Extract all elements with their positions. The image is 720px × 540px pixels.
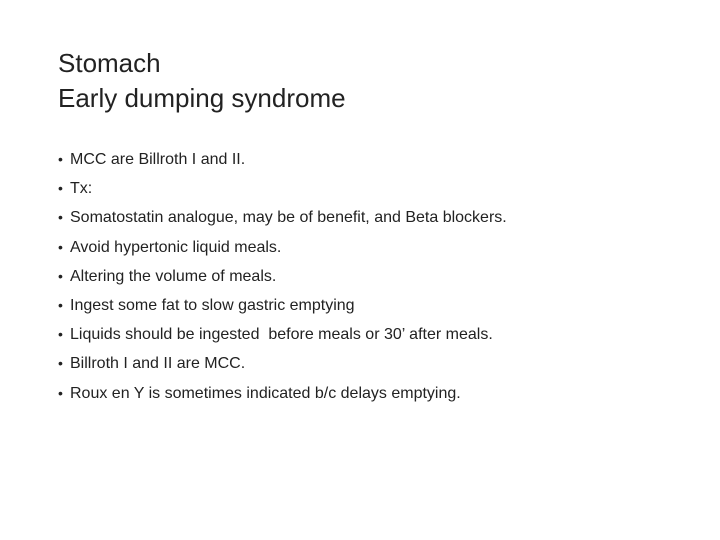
title-line-topic: Stomach — [58, 48, 161, 78]
bullet-dot-icon: • — [58, 180, 63, 197]
bullet-text: Liquids should be ingested before meals or 30’ after meals. — [70, 326, 493, 344]
bullet-list — [58, 145, 507, 408]
bullet-dot-icon: • — [58, 151, 63, 167]
bullet-text: Tx: — [70, 180, 93, 198]
bullet-text: Somatostatin analogue, may be of benefit, and Beta blockers. — [70, 209, 507, 227]
bullet-item — [58, 320, 507, 349]
bullet-text: Altering the volume of meals. — [70, 267, 277, 285]
bullet-item — [58, 262, 507, 291]
bullet-item — [58, 291, 507, 320]
bullet-text: MCC are Billroth I and II. — [70, 151, 246, 168]
bullet-dot-icon: • — [58, 355, 63, 372]
bullet-dot-icon: • — [58, 297, 63, 314]
title-line-subtopic: Early dumping syndrome — [58, 83, 346, 113]
bullet-text: Roux en Y is sometimes indicated b/c delays emptying. — [70, 384, 461, 402]
bullet-item — [58, 233, 507, 262]
bullet-dot-icon: • — [58, 238, 63, 255]
bullet-dot-icon: • — [58, 326, 63, 343]
bullet-item — [58, 349, 507, 378]
bullet-dot-icon: • — [58, 384, 63, 401]
bullet-dot-icon: • — [58, 209, 63, 226]
bullet-item — [58, 379, 507, 408]
slide-title — [58, 46, 346, 116]
bullet-text: Ingest some fat to slow gastric emptying — [70, 297, 355, 315]
bullet-dot-icon: • — [58, 267, 63, 284]
bullet-item — [58, 174, 507, 203]
bullet-item — [58, 203, 507, 232]
bullet-text: Avoid hypertonic liquid meals. — [70, 238, 282, 256]
bullet-item — [58, 145, 507, 174]
bullet-text: Billroth I and II are MCC. — [70, 355, 246, 373]
